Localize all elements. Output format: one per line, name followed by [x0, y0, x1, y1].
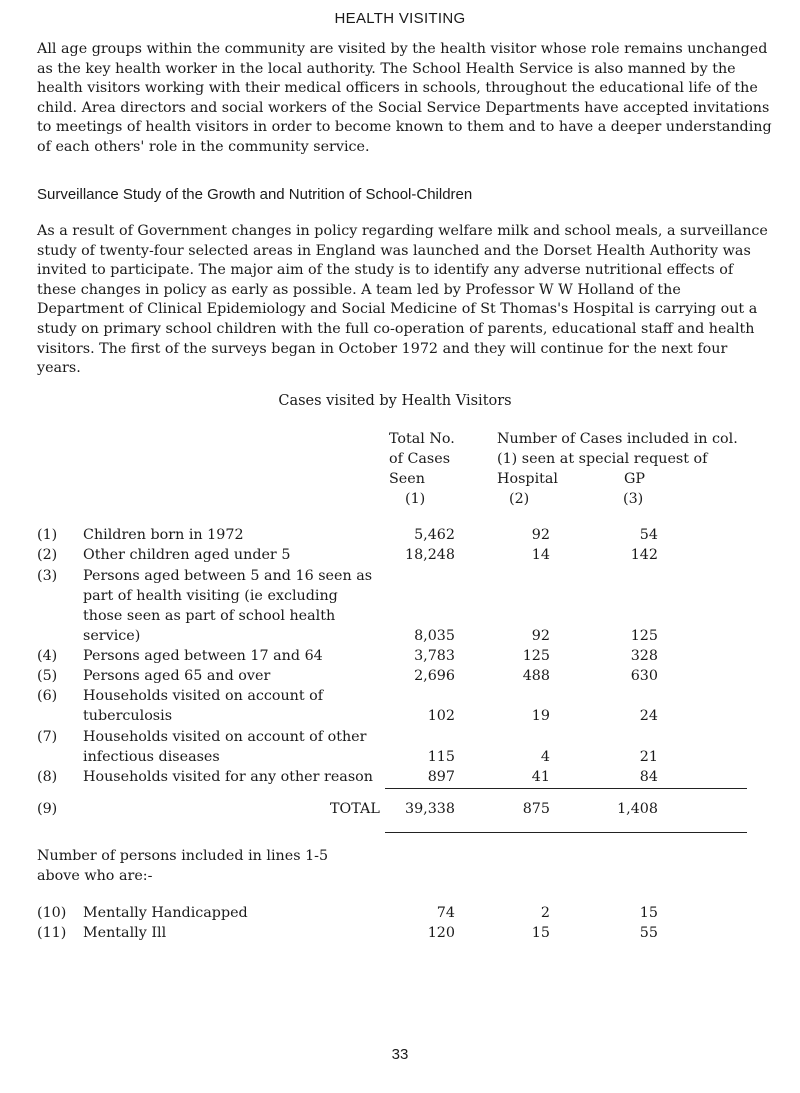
- row-index: (9): [37, 801, 58, 817]
- intro-paragraph: All age groups within the community are visited by the health visitor whose role remains unchanged as the key health worker in the local authority. The School Health Service is also manned by the health visitors working with their medical officers in schools, throughout the educational life of the child. Area directors and social workers of the Social Service Departments have accepted invitations to meetings of health visitors in order to become known to them and to have a deeper understanding of each others' role in the community service.: [37, 41, 772, 155]
- gp-value: 54: [639, 527, 658, 543]
- row-label: Households visited on account of: [83, 688, 324, 704]
- table-title: Cases visited by Health Visitors: [278, 393, 512, 409]
- hospital-value: 14: [531, 547, 550, 563]
- row-label: Other children aged under 5: [83, 547, 291, 563]
- hospital-value: 92: [531, 628, 550, 644]
- row-index: (3): [37, 568, 58, 584]
- cases-seen-value: 18,248: [404, 547, 455, 563]
- hospital-total: 875: [522, 801, 550, 817]
- gp-total: 1,408: [617, 801, 658, 817]
- row-label: service): [83, 628, 141, 644]
- row-label: Mentally Ill: [83, 925, 167, 941]
- gp-value: 84: [639, 769, 658, 785]
- row-index: (6): [37, 688, 58, 704]
- note-line: Number of persons included in lines 1-5: [37, 848, 329, 864]
- total-rule-bottom: [385, 832, 747, 833]
- hospital-value: 15: [531, 925, 550, 941]
- gp-value: 55: [639, 925, 658, 941]
- gp-value: 24: [639, 708, 658, 724]
- header-line: Number of Cases included in col.: [497, 431, 738, 447]
- hospital-value: 92: [531, 527, 550, 543]
- page-title: HEALTH VISITING: [334, 10, 466, 27]
- row-index: (7): [37, 729, 58, 745]
- body-paragraph: As a result of Government changes in policy regarding welfare milk and school meals, a surveillance study of twenty-four selected areas in England was launched and the Dorset Health Authority was invited to participate. The major aim of the study is to identify any adverse nutritional effects of these changes in policy as early as possible. A team led by Professor W W Holland of the Department of Clinical Epidemiology and Social Medicine of St Thomas's Hospital is carrying out a study on primary school children with the full co-operation of parents, educational staff and health visitors. The first of the surveys began in October 1972 and they will continue for the next four years.: [37, 223, 768, 377]
- row-index: (2): [37, 547, 58, 563]
- gp-value: 21: [639, 749, 658, 765]
- header-line: Hospital: [497, 471, 558, 487]
- gp-value: 125: [630, 628, 658, 644]
- row-label: Persons aged 65 and over: [83, 668, 271, 684]
- cases-seen-value: 115: [427, 749, 455, 765]
- hospital-value: 125: [522, 648, 550, 664]
- row-label: Households visited on account of other: [83, 729, 367, 745]
- gp-value: 15: [639, 905, 658, 921]
- header-line: (1): [405, 491, 426, 507]
- header-line: of Cases: [389, 451, 451, 467]
- row-label: Persons aged between 5 and 16 seen as: [83, 568, 373, 584]
- hospital-value: 41: [531, 769, 550, 785]
- gp-value: 142: [630, 547, 658, 563]
- row-label: part of health visiting (ie excluding: [83, 588, 338, 604]
- row-label: Children born in 1972: [83, 527, 244, 543]
- row-label: infectious diseases: [83, 749, 220, 765]
- note-line: above who are:-: [37, 868, 153, 884]
- header-line: Seen: [389, 471, 425, 487]
- row-index: (10): [37, 905, 67, 921]
- row-index: (1): [37, 527, 58, 543]
- total-label: TOTAL: [330, 801, 380, 817]
- row-label: Mentally Handicapped: [83, 905, 248, 921]
- hospital-value: 488: [522, 668, 550, 684]
- header-line: (3): [623, 491, 644, 507]
- hospital-value: 4: [540, 749, 550, 765]
- header-line: (1) seen at special request of: [497, 451, 708, 467]
- section-subheading: Surveillance Study of the Growth and Nutrition of School-Children: [37, 186, 473, 203]
- gp-value: 630: [630, 668, 658, 684]
- row-index: (4): [37, 648, 58, 664]
- row-label: those seen as part of school health: [83, 608, 336, 624]
- row-label: Persons aged between 17 and 64: [83, 648, 323, 664]
- cases-seen-value: 897: [427, 769, 455, 785]
- cases-seen-value: 5,462: [414, 527, 455, 543]
- header-line: Total No.: [389, 431, 455, 447]
- cases-seen-value: 120: [427, 925, 455, 941]
- row-label: tuberculosis: [83, 708, 173, 724]
- cases-seen-total: 39,338: [404, 801, 455, 817]
- total-rule-top: [385, 788, 747, 789]
- row-index: (5): [37, 668, 58, 684]
- hospital-value: 19: [531, 708, 550, 724]
- gp-value: 328: [630, 648, 658, 664]
- row-index: (8): [37, 769, 58, 785]
- row-label: Households visited for any other reason: [83, 769, 373, 785]
- cases-seen-value: 74: [436, 905, 455, 921]
- cases-seen-value: 3,783: [414, 648, 455, 664]
- header-line: (2): [509, 491, 530, 507]
- hospital-value: 2: [540, 905, 550, 921]
- cases-seen-value: 8,035: [414, 628, 455, 644]
- cases-seen-value: 102: [427, 708, 455, 724]
- header-line: GP: [624, 471, 646, 487]
- page-number: 33: [391, 1046, 409, 1063]
- row-index: (11): [37, 925, 67, 941]
- cases-seen-value: 2,696: [414, 668, 455, 684]
